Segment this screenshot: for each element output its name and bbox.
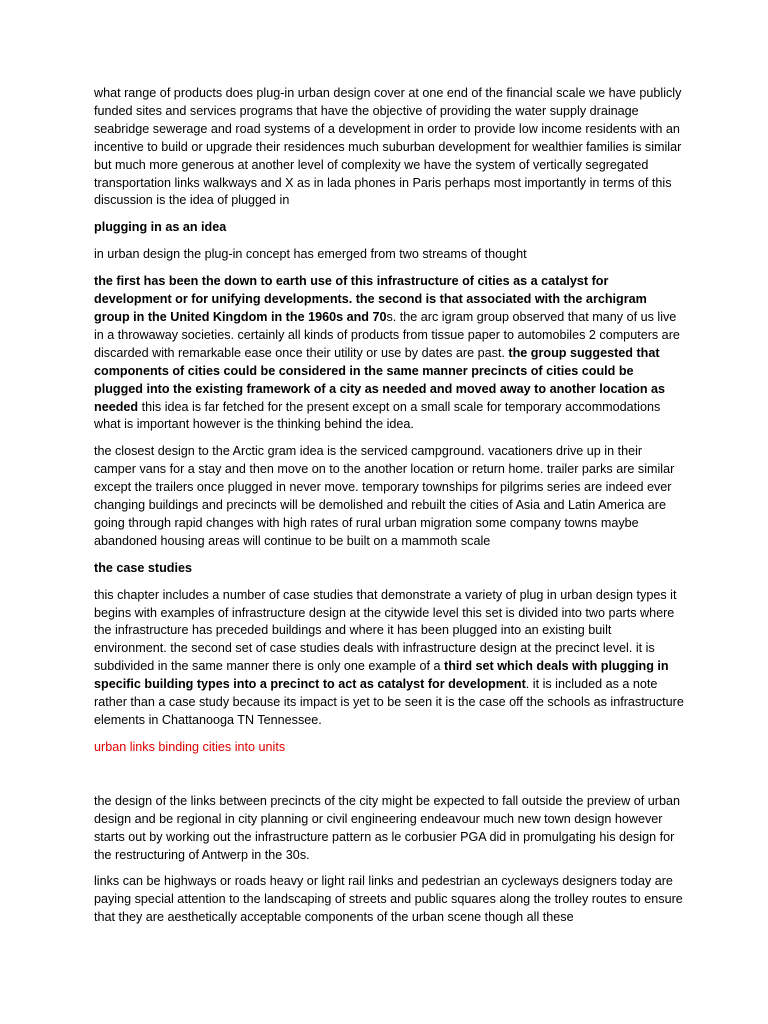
- document-page: [94, 85, 684, 936]
- text-note: . it is included as a note rather than a case study because its impact is yet to be seen it is the case off the schools as infrastructure elements in Chattanooga TN Tennessee.: [94, 677, 684, 727]
- paragraph-archigram: [94, 273, 684, 434]
- paragraph-campground: the closest design to the Arctic gram idea is the serviced campground. vacationers drive up in their camper vans for a stay and then move on to the another location or return home. trailer parks are similar except the trailers once plugged in never move. temporary townships for pilgrims series are indeed ever changing buildings and precincts will be demolished and rebuilt the cities of Asia and Latin America are going through rapid changes with high rates of rural urban migration some company towns maybe abandoned housing areas will continue to be built on a mammoth scale: [94, 444, 675, 548]
- text-throwaway: s. the arc igram group observed that many of us live in a throwaway societies. certainly all kinds of products from tissue paper to automobiles 2 computers are discarded with remarkable ease once their utility or use by dates are past.: [94, 309, 680, 360]
- text-chapter-includes: this chapter includes a number of case studies that demonstrate a variety of plug in urban design types it begins with examples of infrastructure design at the citywide level this set is divided into two parts where the infrastructure has preceded buildings and where it has been plugged into an existing built environment. the second set of case studies deals with infrastructure design at the precinct level. it is subdivided in the same manner there is only one example of a: [94, 587, 677, 674]
- section-heading-plugging-in: plugging in as an idea: [94, 220, 227, 235]
- paragraph-links-types: links can be highways or roads heavy or light rail links and pedestrian an cycleways designers today are paying special attention to the landscaping of streets and public squares along the trolley routes to ensure that they are aesthetically acceptable components of the urban scene though all these: [94, 874, 683, 925]
- blank-gap: [94, 766, 684, 793]
- bold-text-group-suggested: the group suggested that components of cities could be considered in the same manner precincts of cities could be plugged into the existing framework of a city as needed and moved away to another location as needed: [94, 345, 666, 414]
- section-heading-case-studies: the case studies: [94, 560, 192, 575]
- red-heading-urban-links: urban links binding cities into units: [94, 739, 286, 754]
- bold-text-third-set: third set which deals with plugging in specific building types into a precinct to act as catalyst for development: [94, 659, 669, 692]
- paragraph-two-streams: in urban design the plug-in concept has emerged from two streams of thought: [94, 247, 527, 262]
- bold-text-archigram: the first has been the down to earth use of this infrastructure of cities as a catalyst for development or for unifying developments. the second is that associated with the archigram group in the United Kingdom in the 1960s and 70: [94, 274, 647, 324]
- paragraph-intro: what range of products does plug-in urban design cover at one end of the financial scale we have publicly funded sites and services programs that have the objective of providing the water supply drainage seabridge sewerage and road systems of a development in order to provide low income residents with an incentive to build or upgrade their residences much suburban development for wealthier families is similar but much more generous at another level of complexity we have the system of vertically segregated transportation links walkways and X as in lada phones in Paris perhaps most importantly in terms of this discussion is the idea of plugged in: [94, 86, 682, 208]
- paragraph-case-studies: [94, 587, 684, 730]
- paragraph-links-design: the design of the links between precincts of the city might be expected to fall outside the preview of urban design and be regional in city planning or civil engineering endeavour much new town design however starts out by working out the infrastructure pattern as le corbusier PGA did in promulgating his design for the restructuring of Antwerp in the 30s.: [94, 793, 680, 862]
- text-far-fetched: this idea is far fetched for the present except on a small scale for temporary accommodations what is important however is the thinking behind the idea.: [94, 399, 661, 432]
